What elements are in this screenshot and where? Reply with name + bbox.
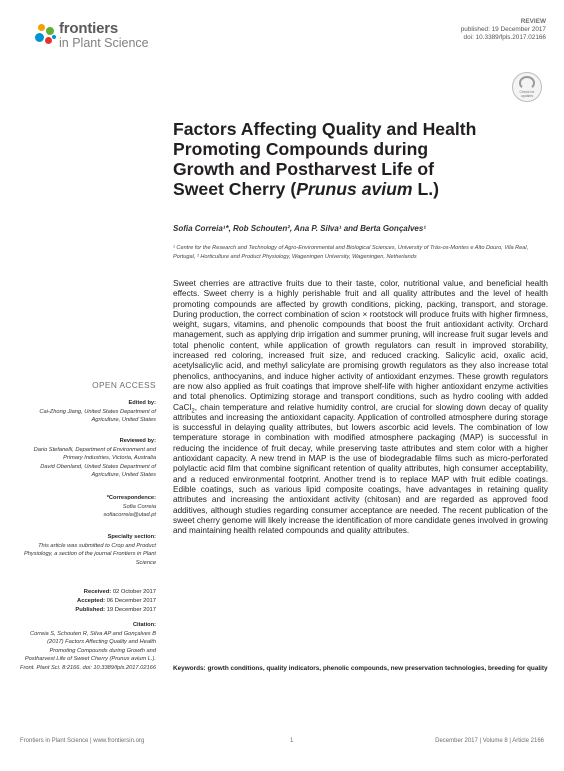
footer-issue: December 2017 | Volume 8 | Article 2166 (435, 738, 544, 744)
specialty-text: This article was submitted to Crop and Product Physiology, a section of the journal Frontiers in Plant Science (23, 542, 156, 566)
edited-by-label: Edited by: (128, 400, 156, 406)
article-doi[interactable]: doi: 10.3389/fpls.2017.02166 (463, 34, 546, 41)
article-meta-header (461, 18, 546, 42)
open-access-label: OPEN ACCESS (92, 380, 156, 390)
citation (20, 621, 156, 673)
correspondence-label: *Correspondence: (106, 495, 156, 501)
affiliations: ¹ Centre for the Research and Technology of Agro-Environmental and Biological Sciences, University of Trás-os-Montes e Alto Douro, Vila Real, Portugal, ² Horticulture and Product Physiology, Wageningen University, Wageningen, Netherlands (173, 245, 529, 260)
reviewed-by (20, 437, 156, 480)
article-type: REVIEW (520, 18, 546, 25)
edited-by (20, 399, 156, 425)
logo-name: frontiers (59, 20, 119, 37)
reviewer-1: Dario Stefanelli, Department of Environment and Primary Industries, Victoria, Australia (33, 446, 156, 462)
specialty-label: Specialty section: (107, 534, 156, 540)
editor: Cai-Zhong Jiang, United States Department of Agriculture, United States (39, 408, 156, 424)
abstract: Sweet cherries are attractive fruits due to their taste, color, nutritional value, and beneficial health effects. Sweet cherry is a highly perishable fruit and all quality attributes and the level of health promoting compounds are affected by growth conditions, picking, packing, transport, and storage. During production, the correct combination of scion × rootstock will produce fruits with higher firmness, weight, sugars, vitamins, and phenolic compounds that boost the fruit antioxidant activity. Orchard management, such as applying drip irrigation and summer pruning, will increase fruit sugar levels and total phenolic content, while application of growth regulators can result in improved storability, increased red coloring, increased fruit size, and reduced cracking. Salicylic acid, oxalic acid, acetylsalicylic acid, and methyl salicylate are promising growth regulators as they also increase total phenolics, anthocyanins, and induce higher activity of antioxidant enzymes. These growth regulators are now also applied as fruit coatings that improve shelf-life with higher antioxidant enzyme activities and total phenolics. Optimizing storage and transport conditions, such as hydro cooling with added CaCl$_2$, chain temperature and relative humidity control, are crucial for slowing down decay of quality attributes and increasing the antioxidant capacity. Application of controlled atmosphere during storage is successful in delaying quality attributes, but lowers ascorbic acid levels. The combination of low temperature storage in combination with modified atmosphere packaging (MAP) is successful in reducing the incidence of fruit decay, while preserving taste attributes and stem color with a higher antioxidant capacity. A new trend in MAP is the use of biodegradable films such as micro-perforated polylactic acid film that combine significant retention of quality attributes, high consumer acceptability, and a reduced environmental footprint. Another trend is to replace MAP with fruit edible coatings. Edible coatings, such as various lipid composite coatings, have advantages in retaining quality attributes and increasing the antioxidant activity (chitosan) and are regarded as approved food additives, although studies regarding consumer acceptance are needed. The recent publication of the sweet cherry genome will likely increase the identification of more candidate genes involved in growing and maintaining health related compounds and quality attributes. (173, 279, 548, 536)
correspondence (20, 494, 156, 520)
received-row: Received: 02 October 2017 (83, 589, 156, 595)
page-number: 1 (290, 738, 294, 744)
accepted-row: Accepted: 06 December 2017 (77, 597, 156, 604)
title-line-3: Growth and Postharvest Life of (173, 159, 435, 179)
frontiers-logo[interactable] (35, 20, 210, 54)
refresh-icon (519, 76, 535, 90)
citation-text: Correia S, Schouten R, Silva AP and Gonçalves B (2017) Factors Affecting Quality and Health Promoting Compounds during Growth and Postharvest Life of Sweet Cherry (Prunus avium L.). Front. Plant Sci. 8:2166. doi: 10.3389/fpls.2017.02166 (20, 630, 156, 671)
title-line-1: Factors Affecting Quality and Health (173, 119, 477, 139)
logo-mark-icon (35, 24, 57, 48)
specialty-section (20, 533, 156, 567)
badge-label: Check for updates (519, 90, 535, 98)
reviewer-2: David Obenland, United States Department of Agriculture, United States (40, 463, 156, 479)
title-line-2: Promoting Compounds during (173, 139, 429, 159)
title-line-4: Sweet Cherry (Prunus avium L.) (173, 179, 439, 199)
author-list: Sofia Correia¹*, Rob Schouten², Ana P. Silva¹ and Berta Gonçalves¹ (173, 224, 426, 233)
published-date: published: 19 December 2017 (460, 26, 546, 33)
footer-journal[interactable]: Frontiers in Plant Science | www.frontiersin.org (20, 738, 145, 744)
correspondence-email[interactable]: sofiacorreia@utad.pt (103, 512, 156, 519)
correspondence-name: Sofia Correia (122, 503, 156, 510)
reviewed-by-label: Reviewed by: (119, 438, 156, 444)
check-for-updates-badge[interactable] (512, 72, 542, 102)
citation-label: Citation: (132, 622, 156, 628)
article-dates (20, 588, 156, 614)
published-row: Published: 19 December 2017 (75, 606, 156, 613)
keywords: Keywords: growth conditions, quality indicators, phenolic compounds, new preservation technologies, breeding for quality (173, 665, 548, 672)
logo-journal: in Plant Science (59, 36, 149, 50)
article-title (173, 119, 553, 199)
